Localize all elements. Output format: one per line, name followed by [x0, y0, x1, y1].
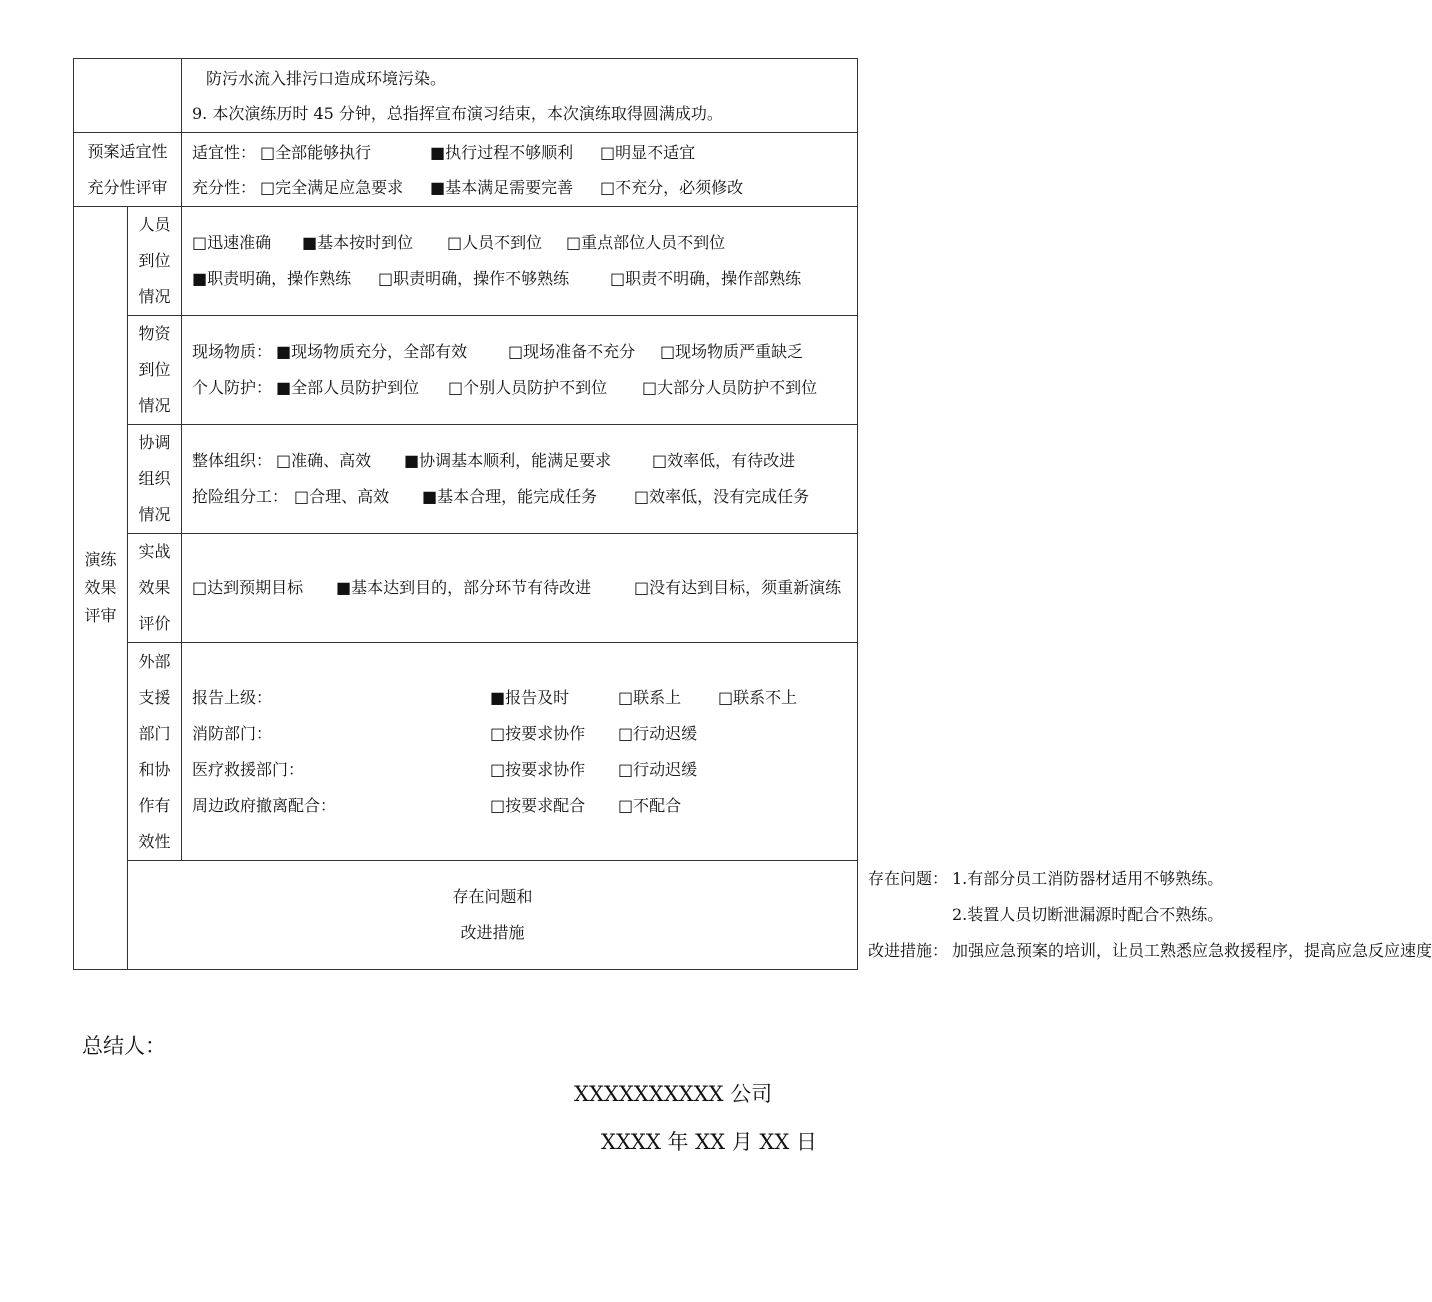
- combat-line: [192, 570, 857, 606]
- effect-label-line-1: 演练: [84, 550, 117, 569]
- drill-evaluation-table: [73, 58, 1432, 970]
- issues-label-line-2: 改进措施: [460, 923, 525, 942]
- support-content: [182, 643, 858, 861]
- checkbox-option[interactable]: ■基本按时到位: [302, 233, 414, 252]
- checkbox-option[interactable]: □现场准备不充分: [508, 342, 636, 361]
- coordination-line-2: [192, 479, 857, 515]
- suitability-label-line-1: 预案适宜性: [87, 141, 168, 161]
- label-line: 情况: [138, 505, 171, 524]
- checkbox-option[interactable]: □效率低，没有完成任务: [634, 487, 810, 506]
- checkbox-option[interactable]: ■协调基本顺利，能满足要求: [404, 451, 612, 470]
- checkbox-option[interactable]: □重点部位人员不到位: [566, 233, 726, 252]
- checkbox-option[interactable]: □职责不明确，操作部熟练: [610, 269, 802, 288]
- combat-row: [74, 534, 858, 643]
- checkbox-option[interactable]: ■报告及时: [490, 687, 570, 707]
- checkbox-option[interactable]: ■现场物质充分，全部有效: [276, 342, 468, 361]
- measure-label: 改进措施：: [868, 941, 949, 960]
- label-line: 到位: [138, 360, 171, 379]
- checkbox-option[interactable]: □职责明确，操作不够熟练: [378, 269, 570, 288]
- support-line-medical: [192, 752, 857, 788]
- materials-line-1: [192, 334, 857, 370]
- label-line: 到位: [138, 251, 171, 270]
- checkbox-option[interactable]: □行动迟缓: [618, 723, 698, 743]
- checkbox-option[interactable]: ■职责明确，操作熟练: [192, 269, 352, 288]
- signature-date: XXXX 年 XX 月 XX 日: [601, 1130, 817, 1154]
- suitability-line: [192, 135, 857, 170]
- label-line: 协调: [138, 433, 171, 452]
- combat-content: [182, 534, 858, 643]
- coordination-row-label: 整体组织：: [192, 451, 273, 470]
- support-label: [128, 643, 182, 861]
- checkbox-option[interactable]: □不配合: [618, 795, 682, 815]
- company-name: XXXXXXXXXX 公司: [574, 1082, 773, 1106]
- support-line-government: [192, 788, 857, 824]
- personnel-label: [128, 207, 182, 316]
- checkbox-option[interactable]: □按要求协作: [490, 723, 586, 743]
- label-line: 情况: [138, 287, 171, 306]
- issues-label-line-1: 存在问题和: [452, 887, 533, 906]
- checkbox-option[interactable]: □达到预期目标: [192, 578, 304, 597]
- checkbox-option[interactable]: □按要求协作: [490, 759, 586, 779]
- materials-line-2: [192, 370, 857, 406]
- label-line: 人员: [138, 215, 171, 234]
- protection-row-label: 个人防护：: [192, 378, 273, 397]
- label-line: 支援: [138, 687, 171, 707]
- suitability-label-line-2: 充分性评审: [87, 177, 168, 197]
- conclusion-line-1: 防污水流入排污口造成环境污染。: [206, 68, 447, 88]
- coordination-row: [74, 425, 858, 534]
- materials-label: [128, 316, 182, 425]
- problem-label: 存在问题：: [868, 869, 949, 888]
- support-unit-name: 医疗救援部门：: [192, 759, 305, 779]
- checkbox-option[interactable]: □全部能够执行: [260, 142, 372, 162]
- checkbox-option[interactable]: □大部分人员防护不到位: [642, 378, 818, 397]
- problem-text: 1.有部分员工消防器材适用不够熟练。: [952, 869, 1224, 888]
- support-line-fire: [192, 716, 857, 752]
- empty-label-cell: [74, 59, 182, 133]
- checkbox-option[interactable]: □没有达到目标，须重新演练: [634, 578, 842, 597]
- effect-review-label: [74, 207, 128, 970]
- conclusion-line-2: 9. 本次演练历时 45 分钟，总指挥宣布演习结束，本次演练取得圆满成功。: [192, 103, 723, 123]
- label-line: 实战: [138, 542, 171, 561]
- support-row: [74, 643, 858, 861]
- checkbox-option[interactable]: ■基本合理，能完成任务: [422, 487, 598, 506]
- checkbox-option[interactable]: □人员不到位: [447, 233, 543, 252]
- combat-label: [128, 534, 182, 643]
- issues-label: [128, 861, 858, 970]
- conclusion-cell: [182, 59, 858, 133]
- coordination-label: [128, 425, 182, 534]
- personnel-row: [74, 207, 858, 316]
- materials-row-label: 现场物质：: [192, 342, 273, 361]
- effect-label-line-3: 评审: [84, 606, 117, 625]
- label-line: 评价: [138, 614, 171, 633]
- checkbox-option[interactable]: □合理、高效: [294, 487, 390, 506]
- checkbox-option[interactable]: ■执行过程不够顺利: [430, 142, 574, 162]
- support-unit-name: 消防部门：: [192, 723, 273, 743]
- label-line: 效果: [138, 578, 171, 597]
- checkbox-option[interactable]: ■基本满足需要完善: [430, 177, 574, 197]
- sufficiency-row-label: 充分性：: [192, 177, 257, 197]
- label-line: 组织: [138, 469, 171, 488]
- personnel-line-1: [192, 225, 857, 261]
- checkbox-option[interactable]: ■全部人员防护到位: [276, 378, 420, 397]
- checkbox-option[interactable]: □准确、高效: [276, 451, 372, 470]
- personnel-line-2: [192, 261, 857, 297]
- suitability-label: [74, 133, 182, 207]
- suitability-row: [74, 133, 858, 207]
- checkbox-option[interactable]: □行动迟缓: [618, 759, 698, 779]
- sufficiency-line: [192, 170, 857, 205]
- issues-row: [74, 861, 858, 970]
- label-line: 外部: [138, 651, 171, 671]
- conclusion-row: [74, 59, 858, 133]
- summarizer-label: 总结人：: [82, 1034, 166, 1058]
- checkbox-option[interactable]: □按要求配合: [490, 795, 586, 815]
- coordination-content: [182, 425, 858, 534]
- checkbox-option[interactable]: ■基本达到目的，部分环节有待改进: [336, 578, 592, 597]
- checkbox-option[interactable]: □明显不适宜: [600, 142, 696, 162]
- label-line: 效性: [138, 831, 171, 851]
- effect-label-line-2: 效果: [84, 578, 117, 597]
- checkbox-option[interactable]: □效率低，有待改进: [652, 451, 796, 470]
- label-line: 物资: [138, 324, 171, 343]
- label-line: 作有: [138, 795, 171, 815]
- checkbox-option[interactable]: □不充分，必须修改: [600, 177, 744, 197]
- coordination-line-1: [192, 443, 857, 479]
- label-line: 情况: [138, 396, 171, 415]
- measure-text: 加强应急预案的培训，让员工熟悉应急救援程序，提高应急反应速度: [952, 941, 1432, 960]
- support-line-report: [192, 680, 857, 716]
- support-unit-name: 报告上级：: [192, 687, 273, 707]
- checkbox-option[interactable]: □联系上: [618, 687, 682, 707]
- checkbox-option[interactable]: □个别人员防护不到位: [448, 378, 608, 397]
- checkbox-option[interactable]: □迅速准确: [192, 233, 272, 252]
- checkbox-option[interactable]: □完全满足应急要求: [260, 177, 404, 197]
- label-line: 和协: [138, 759, 171, 779]
- suitability-content: [182, 133, 858, 207]
- suitability-row-label: 适宜性：: [192, 142, 257, 162]
- label-line: 部门: [138, 723, 171, 743]
- personnel-content: [182, 207, 858, 316]
- checkbox-option[interactable]: □联系不上: [718, 687, 798, 707]
- materials-content: [182, 316, 858, 425]
- materials-row: [74, 316, 858, 425]
- division-row-label: 抢险组分工：: [192, 487, 289, 506]
- support-unit-name: 周边政府撤离配合：: [192, 795, 337, 815]
- problem-text: 2.装置人员切断泄漏源时配合不熟练。: [952, 905, 1224, 924]
- checkbox-option[interactable]: □现场物质严重缺乏: [660, 342, 804, 361]
